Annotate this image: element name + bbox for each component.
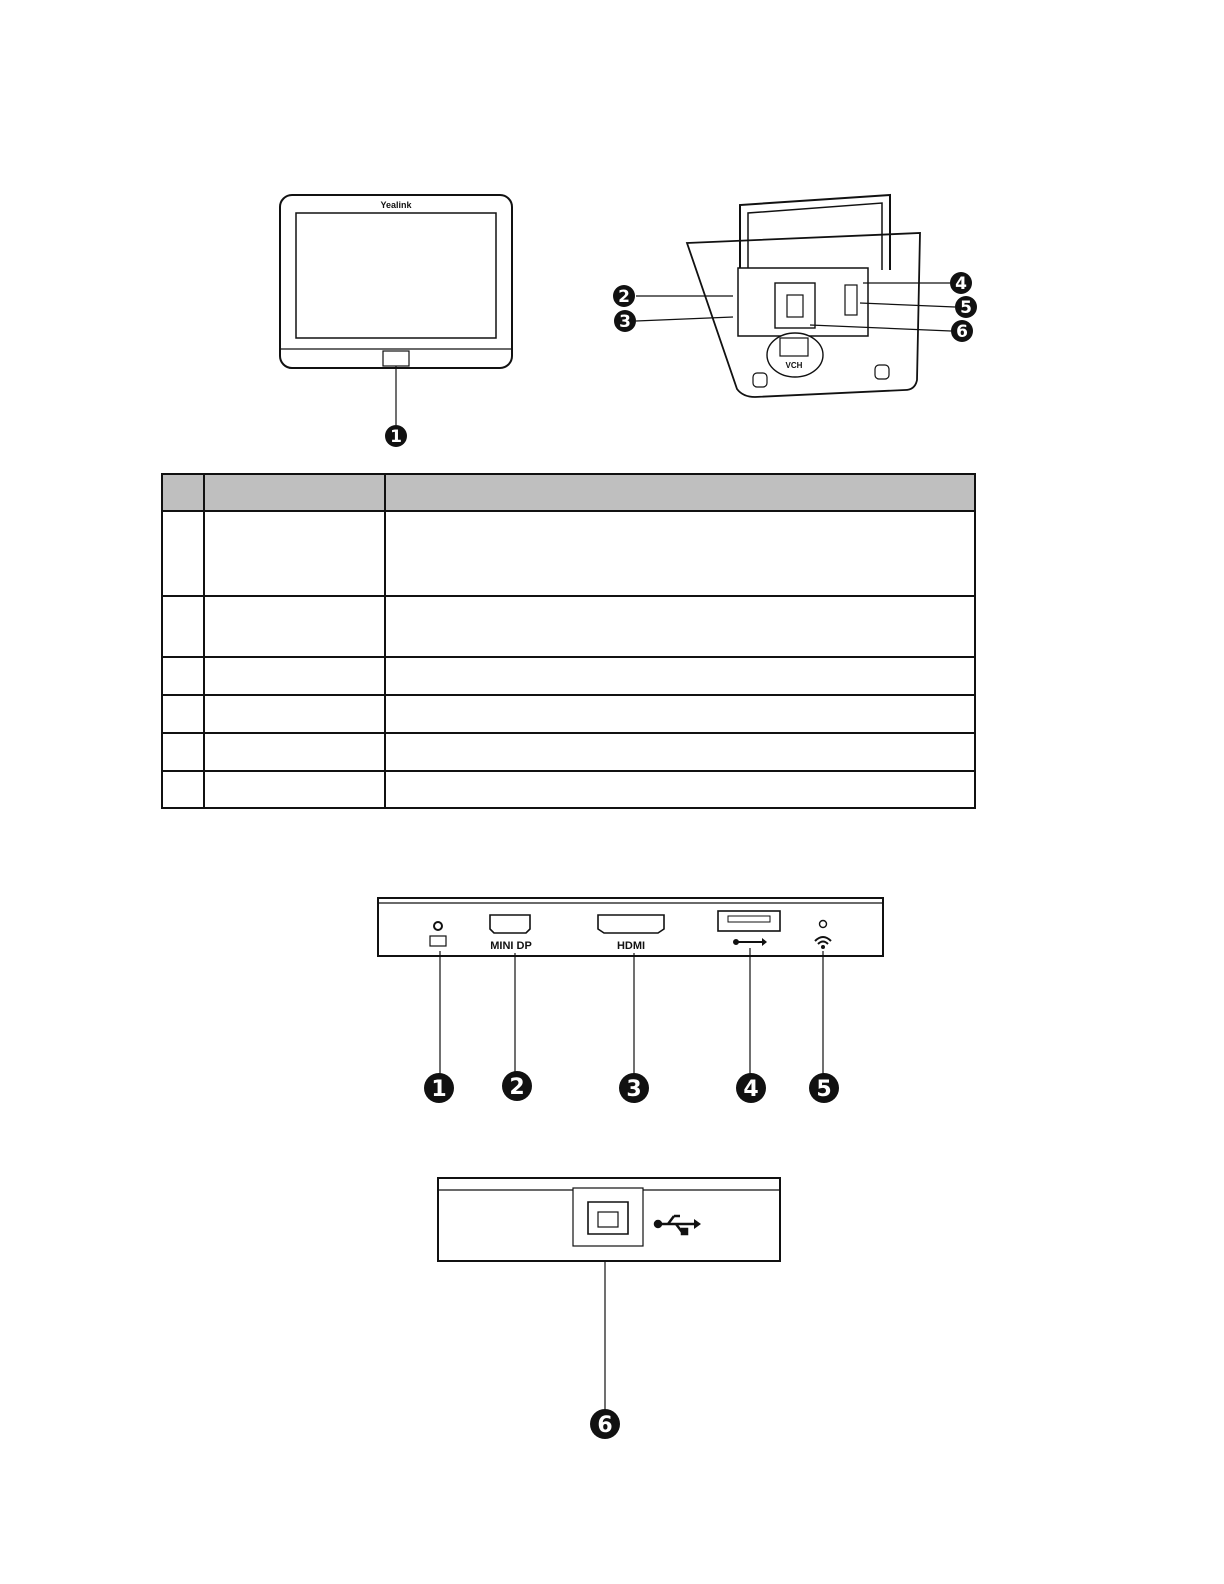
- svg-text:5: 5: [960, 298, 972, 318]
- svg-text:4: 4: [955, 274, 967, 294]
- callout-1-port: [424, 1073, 454, 1103]
- table-cell: [385, 771, 975, 808]
- svg-text:6: 6: [956, 322, 968, 342]
- device-front-view: [270, 185, 530, 455]
- vch-port-label: VCH: [785, 361, 803, 370]
- svg-text:5: 5: [816, 1077, 832, 1102]
- table-cell: [385, 733, 975, 771]
- table-cell: [385, 695, 975, 733]
- svg-text:6: 6: [597, 1413, 613, 1438]
- table-row: [162, 733, 975, 771]
- device-back-view: [605, 185, 995, 405]
- callout-2-port: [502, 1071, 532, 1101]
- table-cell: [204, 733, 385, 771]
- table-cell: [385, 511, 975, 596]
- table-row: [162, 771, 975, 808]
- hdmi-port-icon: [598, 915, 664, 933]
- usb-panel-diagram: [430, 1172, 790, 1442]
- table-cell: [204, 596, 385, 657]
- table-cell: [162, 771, 204, 808]
- table-cell: [385, 596, 975, 657]
- svg-text:3: 3: [619, 312, 631, 332]
- table-cell: [162, 695, 204, 733]
- callout-6-usb: [590, 1409, 620, 1439]
- callout-3-port: [619, 1073, 649, 1103]
- table-header-cell: [204, 474, 385, 511]
- svg-text:3: 3: [626, 1077, 642, 1102]
- table-cell: [162, 596, 204, 657]
- table-row: [162, 596, 975, 657]
- usb-a-port-icon: [718, 911, 780, 931]
- table-header-cell: [385, 474, 975, 511]
- device-screen: [296, 213, 496, 338]
- callout-5-port: [809, 1073, 839, 1103]
- hdmi-label: HDMI: [616, 940, 646, 952]
- table-cell: [204, 771, 385, 808]
- callout-1-front: [385, 425, 407, 447]
- table-cell: [204, 657, 385, 695]
- port-panel-diagram: [372, 893, 892, 1108]
- mini-dp-label: MINI DP: [490, 940, 532, 952]
- svg-text:2: 2: [618, 287, 630, 307]
- table-row: [162, 511, 975, 596]
- table-cell: [162, 657, 204, 695]
- brand-logo: Yealink: [380, 200, 412, 210]
- table-row: [162, 657, 975, 695]
- svg-text:2: 2: [509, 1075, 525, 1100]
- table-header-row: [162, 474, 975, 511]
- usb-b-port-icon: [588, 1202, 628, 1234]
- callout-6-back: [951, 320, 973, 342]
- table-header-cell: [162, 474, 204, 511]
- callout-4-back: [950, 272, 972, 294]
- svg-text:1: 1: [431, 1077, 447, 1102]
- callout-2-back: [613, 285, 635, 307]
- vch-port-icon: [780, 338, 808, 356]
- table-cell: [162, 511, 204, 596]
- table-cell: [162, 733, 204, 771]
- svg-text:1: 1: [390, 427, 402, 447]
- spec-table: [161, 473, 976, 809]
- svg-text:4: 4: [743, 1077, 759, 1102]
- home-button: [383, 351, 409, 366]
- table-row: [162, 695, 975, 733]
- callout-5-back: [955, 296, 977, 318]
- table-cell: [385, 657, 975, 695]
- callout-3-back: [614, 310, 636, 332]
- table-cell: [204, 511, 385, 596]
- table-cell: [204, 695, 385, 733]
- mini-dp-port-icon: [490, 915, 530, 933]
- callout-4-port: [736, 1073, 766, 1103]
